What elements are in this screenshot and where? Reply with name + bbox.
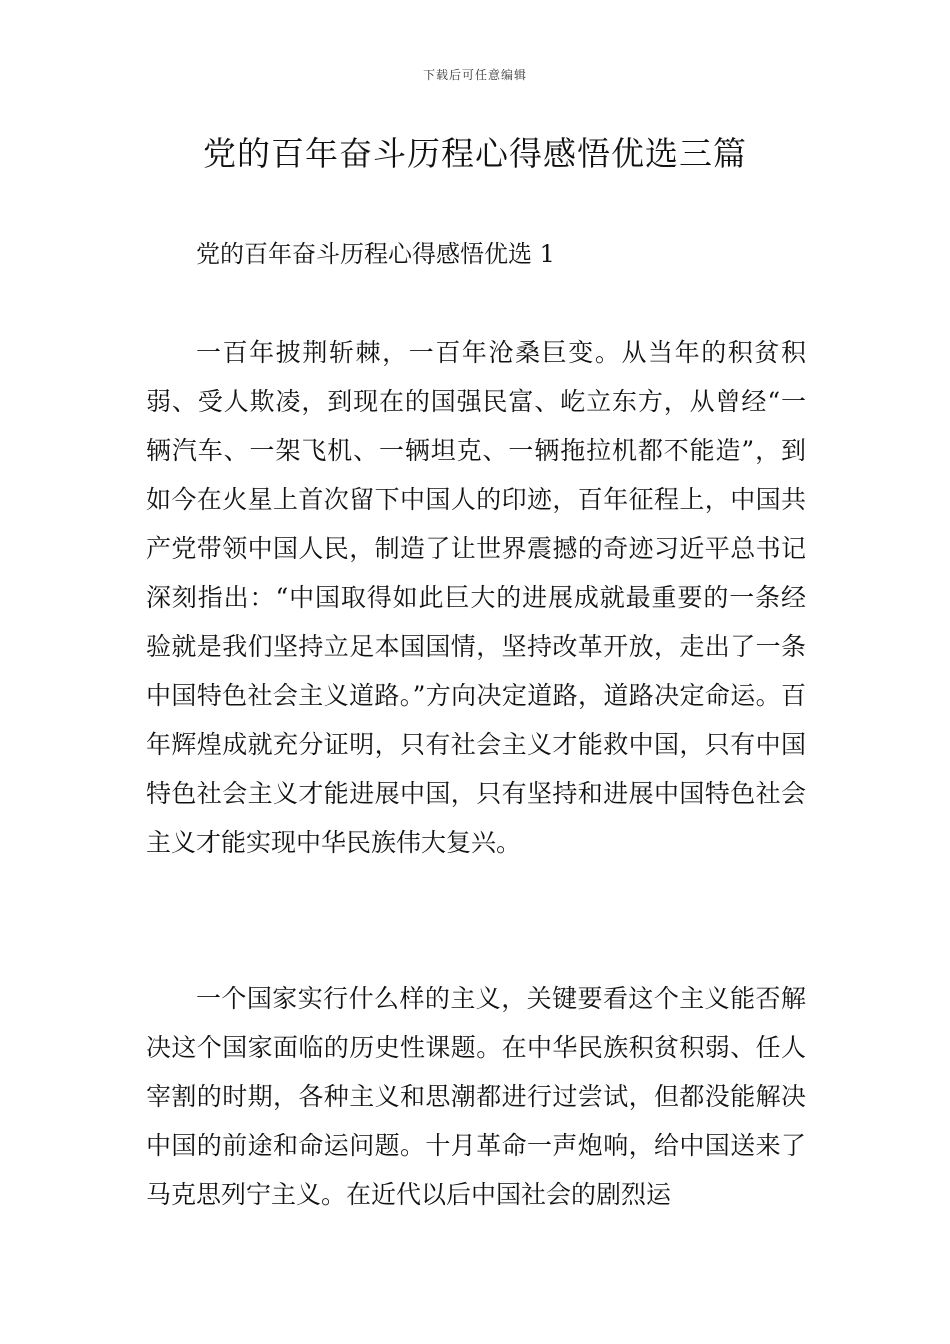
header-note: 下载后可任意编辑 bbox=[422, 68, 527, 82]
document-title: 党的百年奋斗历程心得感悟优选三篇 bbox=[203, 134, 747, 173]
body-paragraph-1: 一百年披荆斩棘，一百年沧桑巨变。从当年的积贫积弱、受人欺凌，到现在的国强民富、屹立东方，从曾经“一辆汽车、一架飞机、一辆坦克、一辆拖拉机都不能造”，到如今在火星上首次留下中国人的印迹，百年征程上，中国共产党带领中国人民，制造了让世界震撼的奇迹习近平总书记深刻指出：“中国取得如此巨大的进展成就最重要的一条经验就是我们坚持立足本国国情，坚持改革开放，走出了一条中国特色社会主义道路。”方向决定道路，道路决定命运。百年辉煌成就充分证明，只有社会主义才能救中国，只有中国特色社会主义才能进展中国，只有坚持和进展中国特色社会主义才能实现中华民族伟大复兴。 bbox=[146, 338, 806, 857]
body-paragraph-2: 一个国家实行什么样的主义，关键要看这个主义能否解决这个国家面临的历史性课题。在中华民族积贫积弱、任人宰割的时期，各种主义和思潮都进行过尝试，但都没能解决中国的前途和命运问题。十月革命一声炮响，给中国送来了马克思列宁主义。在近代以后中国社会的剧烈运 bbox=[146, 984, 806, 1209]
section-heading: 党的百年奋斗历程心得感悟优选 1 bbox=[196, 240, 555, 268]
